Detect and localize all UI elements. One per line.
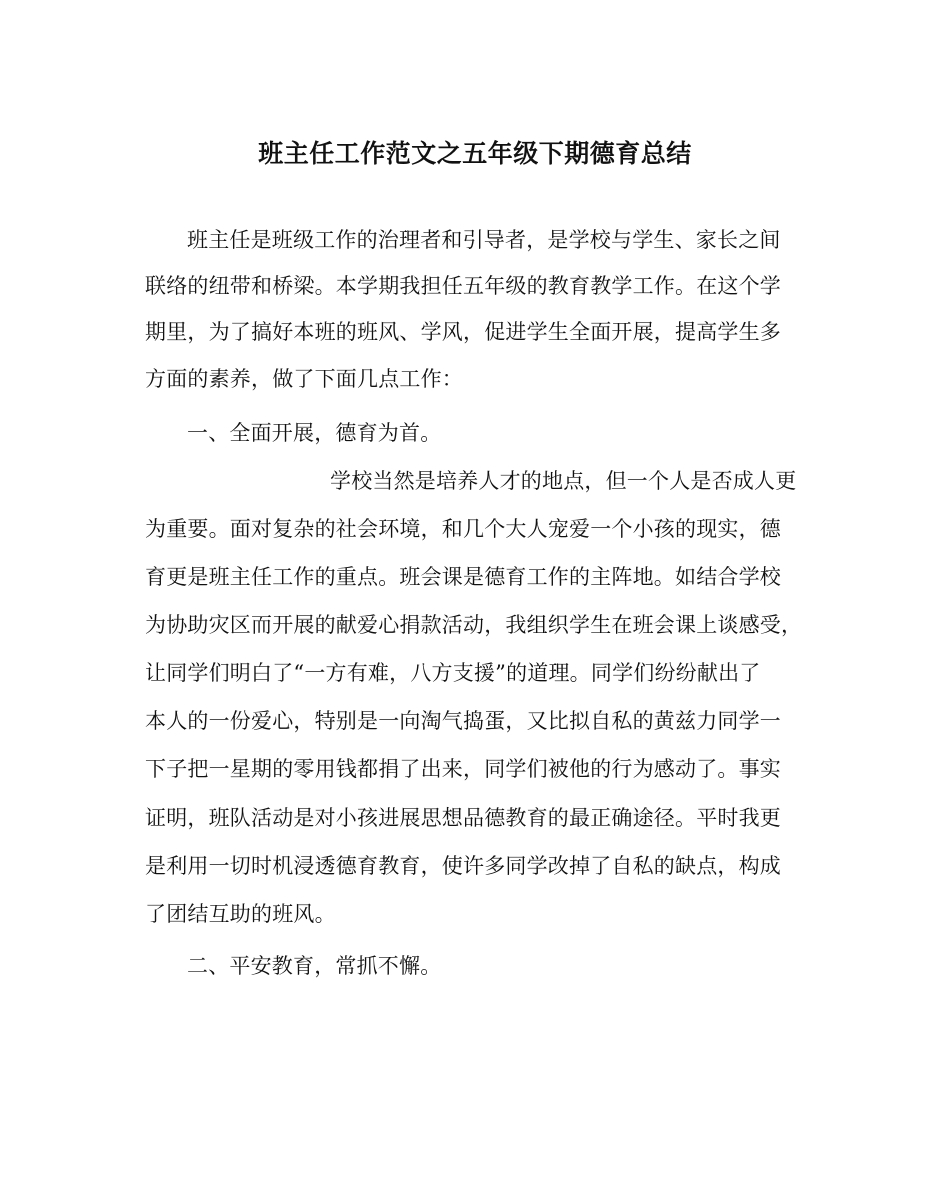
paragraph-line: 让同学们明白了“一方有难，八方支援”的道理。同学们纷纷献出了 [145, 661, 761, 685]
paragraph-line: 学校当然是培养人才的地点，但一个人是否成人更 [330, 469, 797, 493]
page-title: 班主任工作范文之五年级下期德育总结 [258, 139, 692, 168]
paragraph-line: 本人的一份爱心，特别是一向淘气捣蛋，又比拟自私的黄兹力同学一 [145, 709, 781, 733]
paragraph-line: 方面的素养，做了下面几点工作： [145, 367, 463, 391]
section-heading: 一、全面开展，德育为首。 [187, 421, 442, 445]
section-heading: 二、平安教育，常抓不懈。 [187, 954, 442, 978]
paragraph-line: 联络的纽带和桥梁。本学期我担任五年级的教育教学工作。在这个学 [145, 274, 781, 298]
paragraph-line: 下子把一星期的零用钱都捐了出来，同学们被他的行为感动了。事实 [145, 757, 781, 781]
paragraph-line: 为重要。面对复杂的社会环境，和几个大人宠爱一个小孩的现实，德 [145, 517, 781, 541]
paragraph-line: 了团结互助的班风。 [145, 902, 336, 926]
paragraph-line: 期里，为了搞好本班的班风、学风，促进学生全面开展，提高学生多 [145, 320, 781, 344]
paragraph-line: 证明，班队活动是对小孩进展思想品德教育的最正确途径。平时我更 [145, 806, 781, 830]
paragraph-line: 为协助灾区而开展的献爱心捐款活动，我组织学生在班会课上谈感受， [145, 613, 803, 637]
paragraph-line: 育更是班主任工作的重点。班会课是德育工作的主阵地。如结合学校 [145, 565, 781, 589]
paragraph-line: 是利用一切时机浸透德育教育，使许多同学改掉了自私的缺点，构成 [145, 854, 781, 878]
paragraph-line: 班主任是班级工作的治理者和引导者，是学校与学生、家长之间 [187, 228, 781, 252]
